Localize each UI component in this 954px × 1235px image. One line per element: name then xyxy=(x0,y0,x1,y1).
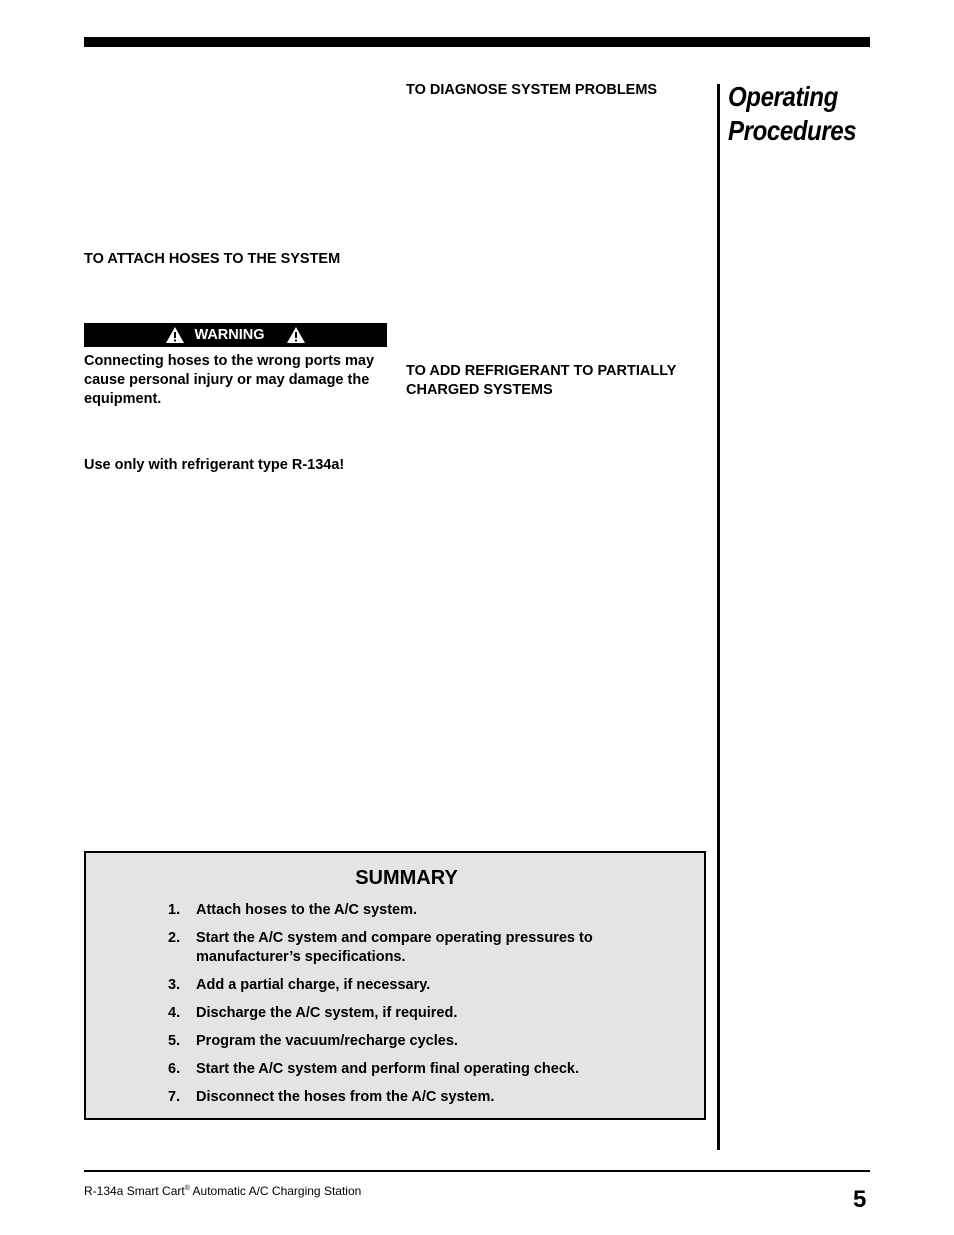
section-title-line1: Operating xyxy=(728,81,838,112)
list-item-number: 7. xyxy=(168,1089,181,1105)
list-item-number: 3. xyxy=(168,977,181,993)
section-title xyxy=(728,80,857,148)
heading-attach-hoses: TO ATTACH HOSES TO THE SYSTEM xyxy=(84,251,341,267)
footer-product-before: R-134a Smart Cart xyxy=(84,1184,185,1198)
list-item-text: Start the A/C system and compare operating pressures to manufacturer’s specifications. xyxy=(196,930,593,965)
list-item-text: Start the A/C system and perform final operating check. xyxy=(196,1061,579,1077)
heading-diagnose: TO DIAGNOSE SYSTEM PROBLEMS xyxy=(406,82,658,98)
page-number: 5 xyxy=(853,1186,867,1213)
section-title-line2: Procedures xyxy=(728,115,857,146)
top-rule xyxy=(84,37,870,47)
warning-triangle-icon xyxy=(287,327,305,343)
refrigerant-note: Use only with refrigerant type R-134a! xyxy=(84,457,345,473)
list-item-number: 4. xyxy=(168,1005,181,1021)
summary-title: SUMMARY xyxy=(355,867,458,889)
list-item-text: Attach hoses to the A/C system. xyxy=(196,902,418,918)
list-item-number: 2. xyxy=(168,930,181,946)
warning-banner xyxy=(84,323,387,347)
list-item-number: 5. xyxy=(168,1033,181,1049)
bottom-rule xyxy=(84,1170,870,1172)
list-item-number: 1. xyxy=(168,902,181,918)
list-item-text: Program the vacuum/recharge cycles. xyxy=(196,1033,458,1049)
footer-product-after: Automatic A/C Charging Station xyxy=(189,1184,362,1198)
warning-triangle-icon xyxy=(166,327,184,343)
warning-text: Connecting hoses to the wrong ports may cause personal injury or may damage the equipment. xyxy=(84,353,375,407)
list-item-number: 6. xyxy=(168,1061,181,1077)
list-item-text: Disconnect the hoses from the A/C system. xyxy=(196,1089,495,1105)
footer-product-name xyxy=(84,1184,361,1199)
heading-add-refrigerant: TO ADD REFRIGERANT TO PARTIALLY CHARGED SYSTEMS xyxy=(406,363,677,398)
warning-label: WARNING xyxy=(194,327,265,343)
column-divider xyxy=(717,84,720,1150)
registered-mark: ® xyxy=(184,1185,190,1192)
list-item-text: Add a partial charge, if necessary. xyxy=(196,977,431,993)
list-item-text: Discharge the A/C system, if required. xyxy=(196,1005,458,1021)
